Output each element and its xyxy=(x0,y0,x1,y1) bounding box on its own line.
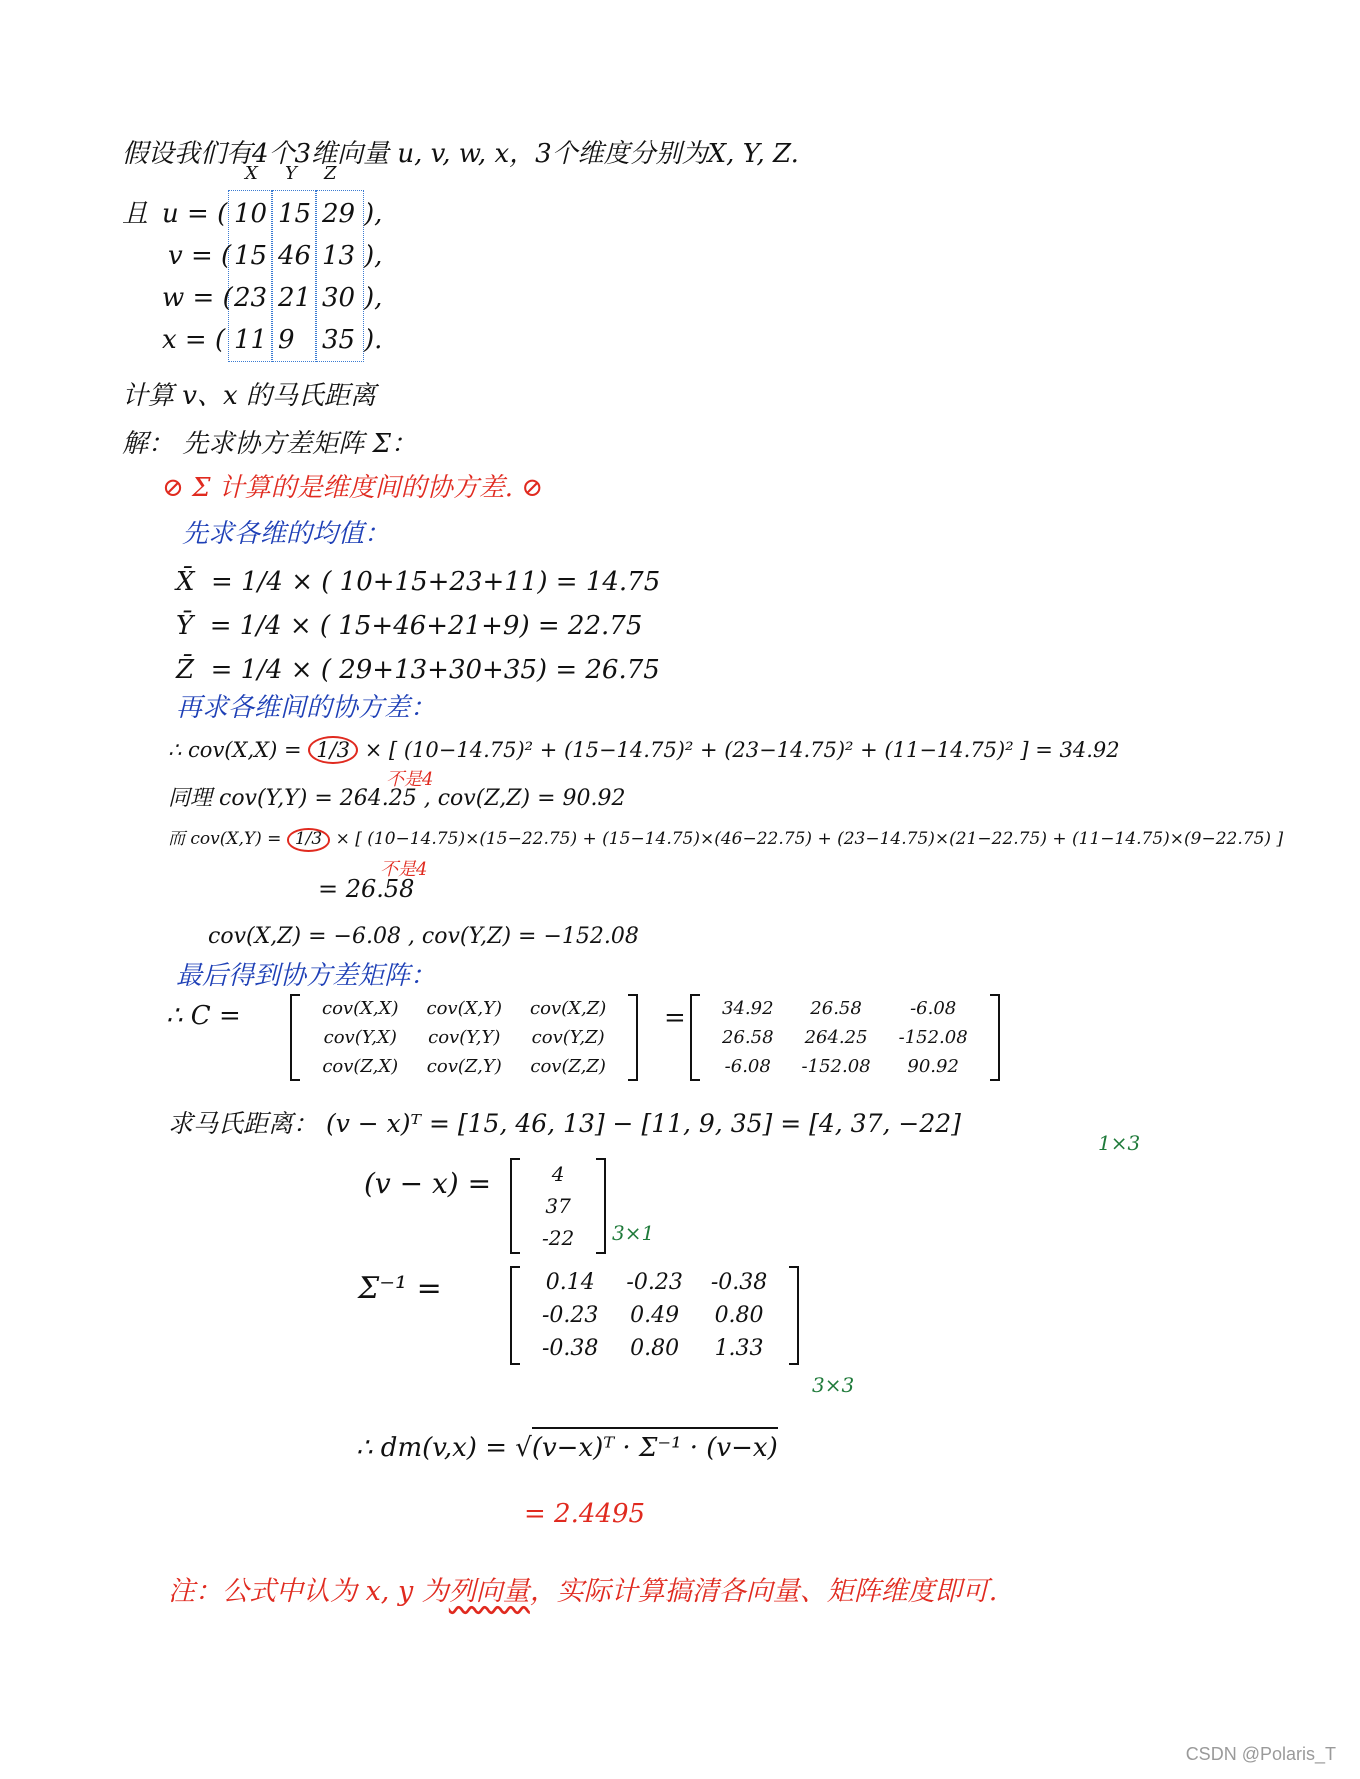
step-final-heading: 最后得到协方差矩阵： xyxy=(176,961,437,991)
task-statement: 计算 v、x 的马氏距离 xyxy=(122,381,376,411)
cov-matrix-symbolic: cov(X,X) cov(X,Y) cov(X,Z) cov(Y,X) cov(Y,Y) cov(Y,Z) cov(Z,X) cov(Z,Y) cov(Z,Z) xyxy=(290,994,638,1081)
cov-others-equation: cov(X,Z) = −6.08 , cov(Y,Z) = −152.08 xyxy=(208,924,639,949)
warning-icon: ⊘ xyxy=(512,473,544,503)
cov-same-equation: 同理 cov(Y,Y) = 264.25 , cov(Z,Z) = 90.92 xyxy=(168,786,626,811)
sqrt-symbol: √ xyxy=(515,1433,532,1463)
cov-xx-note: 不是4 xyxy=(386,769,434,790)
cmat-prefix: ∴ C = xyxy=(166,1001,241,1031)
diff-column-vector: 4 37 -22 xyxy=(510,1158,606,1254)
footer-note: 注：公式中认为 x, y 为列向量，实际计算搞清各向量、矩阵维度即可. xyxy=(168,1576,998,1607)
mean-y: Ȳ = 1/4 × ( 15+46+21+9) = 22.75 xyxy=(176,611,643,641)
md-line-2-lhs: (v − x) = xyxy=(364,1167,492,1200)
mean-x: X̄ = 1/4 × ( 10+15+23+11) = 14.75 xyxy=(176,567,661,597)
sqrt-radicand: (v−x)ᵀ · Σ⁻¹ · (v−x) xyxy=(532,1427,778,1463)
equals-sign: = xyxy=(664,1003,686,1033)
note-sigma: ⊘ Σ 计算的是维度间的协方差. ⊘ xyxy=(162,473,544,503)
given-label: 且 xyxy=(122,199,149,229)
cov-xy-result: = 26.58 xyxy=(318,875,415,903)
column-vector-emphasis: 列向量 xyxy=(448,1576,530,1607)
divisor-circle: 1/3 xyxy=(308,736,358,764)
md-dim-2: 3×1 xyxy=(612,1221,655,1245)
mean-z: Z̄ = 1/4 × ( 29+13+30+35) = 26.75 xyxy=(176,655,660,685)
problem-statement: 假设我们有4个3维向量 u, v, w, x，3个维度分别为X, Y, Z. xyxy=(122,139,799,169)
watermark: CSDN @Polaris_T xyxy=(1185,1744,1336,1764)
cov-matrix-numeric: 34.92 26.58 -6.08 26.58 264.25 -152.08 -6.08 -152.08 90.92 xyxy=(690,994,1000,1081)
step-cov-heading: 再求各维间的协方差： xyxy=(176,693,437,723)
col-head-y: Y xyxy=(285,163,297,184)
cov-xy-equation: 而 cov(X,Y) = 1/3 × [ (10−14.75)×(15−22.75) + (15−14.75)×(46−22.75) + (23−14.75)×(21−22.75) + (11−14.75)×(9−22.75) ] xyxy=(168,828,1283,852)
col-head-z: Z xyxy=(324,163,337,184)
md-dim-1: 1×3 xyxy=(1098,1131,1141,1155)
dm-equation: ∴ dm(v,x) = √(v−x)ᵀ · Σ⁻¹ · (v−x) xyxy=(356,1434,778,1464)
cov-xx-equation: ∴ cov(X,X) = 1/3 × [ (10−14.75)² + (15−14.75)² + (23−14.75)² + (11−14.75)² ] = 34.92 xyxy=(168,736,1120,764)
md-line-1: 求马氏距离： (v − x)ᵀ = [15, 46, 13] − [11, 9, 35] = [4, 37, −22] xyxy=(168,1109,961,1138)
divisor-circle: 1/3 xyxy=(287,828,330,852)
step-mean-heading: 先求各维的均值： xyxy=(182,519,391,549)
inverse-lhs: Σ⁻¹ = xyxy=(358,1271,442,1306)
solution-step-1: 解： 先求协方差矩阵 Σ： xyxy=(122,429,417,459)
dm-result: = 2.4495 xyxy=(524,1499,646,1529)
col-head-x: X xyxy=(245,163,258,184)
inverse-matrix: 0.14 -0.23 -0.38 -0.23 0.49 0.80 -0.38 0.80 1.33 xyxy=(510,1266,799,1365)
cov-xy-note: 不是4 xyxy=(380,859,428,880)
md-dim-3: 3×3 xyxy=(812,1373,855,1397)
warning-icon: ⊘ xyxy=(162,473,193,503)
